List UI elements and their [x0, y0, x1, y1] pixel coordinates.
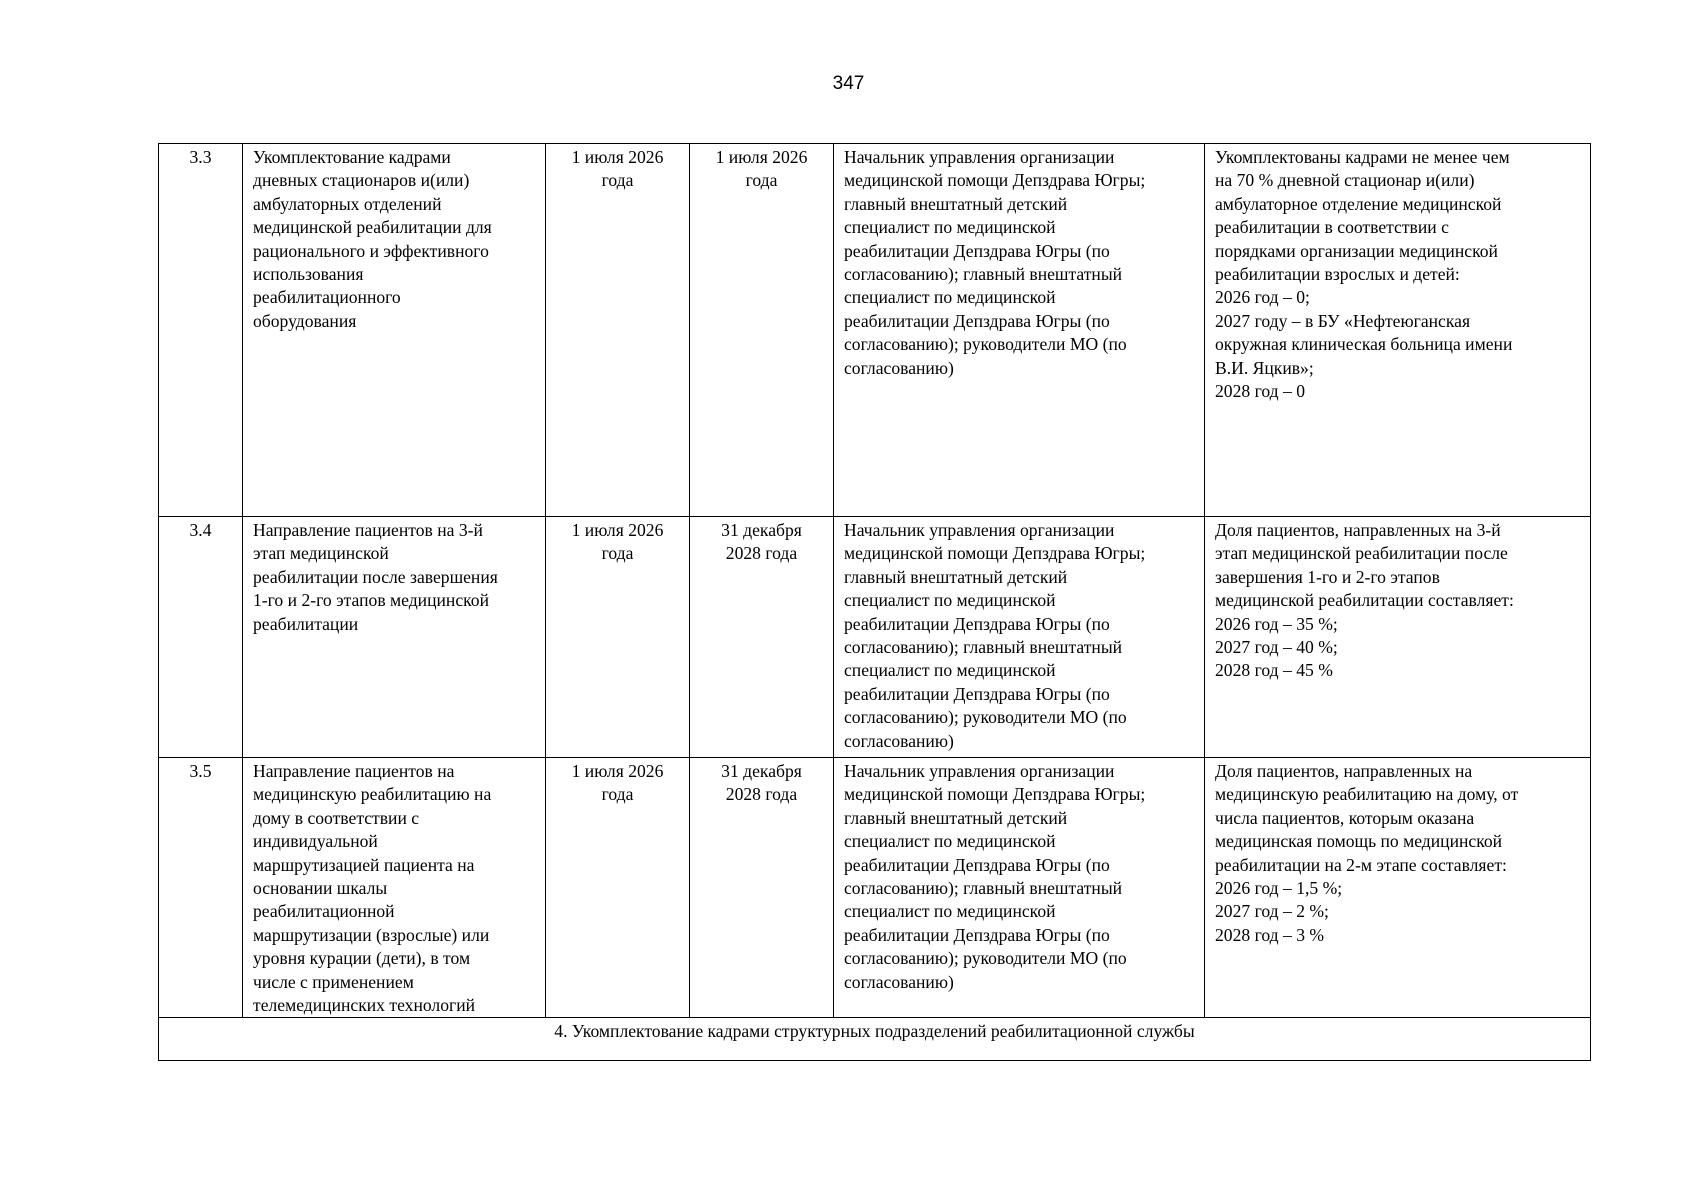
- row-number: 3.3: [159, 144, 243, 517]
- result-cell: Доля пациентов, направленных на медицинскую реабилитацию на дому, от числа пациентов, которым оказана медицинская помощь по медицинской реабилитации на 2-м этапе составляет: 2026 год – 1,5 %; 2027 год – 2 %; 2028 год – 3 %: [1205, 758, 1591, 1018]
- row-number: 3.5: [159, 758, 243, 1018]
- plan-table: [158, 143, 1591, 1061]
- result-cell: Доля пациентов, направленных на 3-й этап медицинской реабилитации после завершения 1-го и 2-го этапов медицинской реабилитации составляет: 2026 год – 35 %; 2027 год – 40 %; 2028 год – 45 %: [1205, 517, 1591, 758]
- result-cell: Укомплектованы кадрами не менее чем на 70 % дневной стационар и(или) амбулаторное отделение медицинской реабилитации в соответствии с порядками организации медицинской реабилитации взрослых и детей: 2026 год – 0; 2027 году – в БУ «Нефтеюганская окружная клиническая больница имени В.И. Яцкив»; 2028 год – 0: [1205, 144, 1591, 517]
- responsible-cell: Начальник управления организации медицинской помощи Депздрава Югры; главный внештатный детский специалист по медицинской реабилитации Депздрава Югры (по согласованию); главный внештатный специалист по медицинской реабилитации Депздрава Югры (по согласованию); руководители МО (по согласованию): [834, 144, 1205, 517]
- start-date-cell: 1 июля 2026 года: [546, 517, 690, 758]
- table-row: [159, 144, 1591, 517]
- end-date-cell: 31 декабря 2028 года: [690, 517, 834, 758]
- table-row: [159, 517, 1591, 758]
- end-date-cell: 31 декабря 2028 года: [690, 758, 834, 1018]
- end-date-cell: 1 июля 2026 года: [690, 144, 834, 517]
- start-date-cell: 1 июля 2026 года: [546, 758, 690, 1018]
- task-cell: Направление пациентов на 3-й этап медицинской реабилитации после завершения 1-го и 2-го этапов медицинской реабилитации: [243, 517, 546, 758]
- task-cell: Направление пациентов на медицинскую реабилитацию на дому в соответствии с индивидуальной маршрутизацией пациента на основании шкалы реабилитационной маршрутизации (взрослые) или уровня курации (дети), в том числе с применением телемедицинских технологий: [243, 758, 546, 1018]
- page-number: 347: [832, 73, 865, 94]
- start-date-cell: 1 июля 2026 года: [546, 144, 690, 517]
- task-cell: Укомплектование кадрами дневных стационаров и(или) амбулаторных отделений медицинской реабилитации для рационального и эффективного использования реабилитационного оборудования: [243, 144, 546, 517]
- responsible-cell: Начальник управления организации медицинской помощи Депздрава Югры; главный внештатный детский специалист по медицинской реабилитации Депздрава Югры (по согласованию); главный внештатный специалист по медицинской реабилитации Депздрава Югры (по согласованию); руководители МО (по согласованию): [834, 758, 1205, 1018]
- responsible-cell: Начальник управления организации медицинской помощи Депздрава Югры; главный внештатный детский специалист по медицинской реабилитации Депздрава Югры (по согласованию); главный внештатный специалист по медицинской реабилитации Депздрава Югры (по согласованию); руководители МО (по согласованию): [834, 517, 1205, 758]
- section-heading-row: [159, 1018, 1591, 1061]
- row-number: 3.4: [159, 517, 243, 758]
- table-row: [159, 758, 1591, 1018]
- section-heading: 4. Укомплектование кадрами структурных подразделений реабилитационной службы: [159, 1018, 1591, 1061]
